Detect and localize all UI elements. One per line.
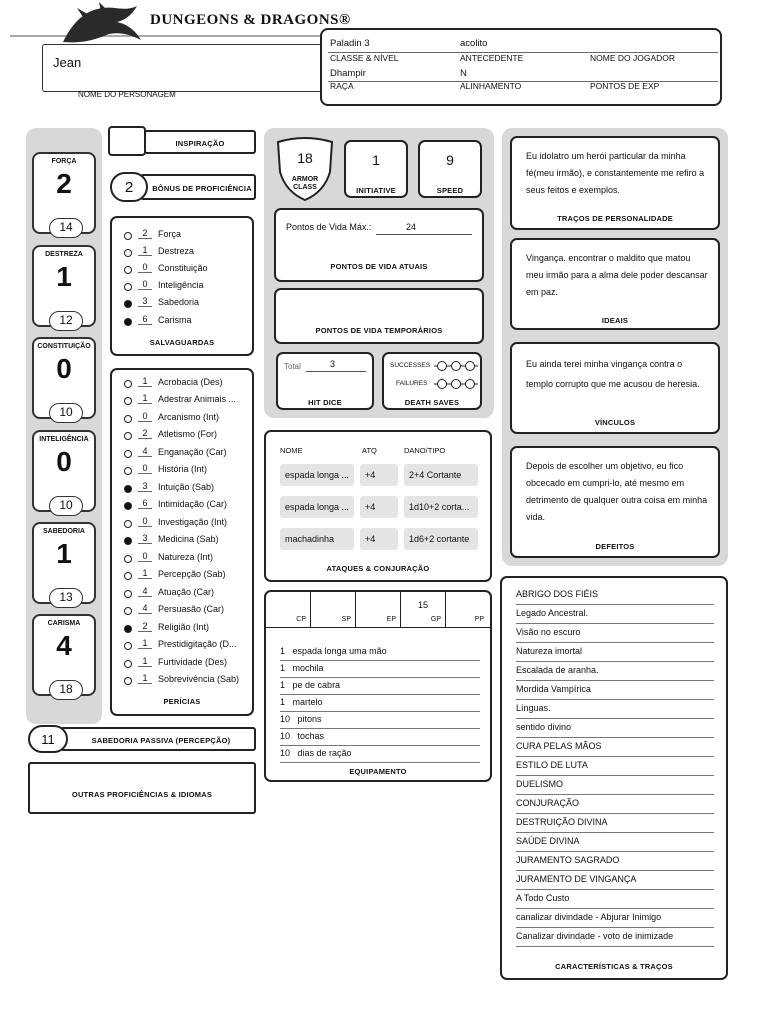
passive-perception-value[interactable]: 11 xyxy=(41,732,55,747)
proficiency-dot-icon[interactable] xyxy=(124,590,132,598)
ability-charisma xyxy=(32,614,96,696)
ideals-text[interactable]: Vingança. encontrar o maldito que matou meu irmão para a alma dele poder descansar em paz. xyxy=(526,253,708,297)
proficiency-dot-icon[interactable] xyxy=(124,300,132,308)
personality-traits-box[interactable] xyxy=(510,136,720,230)
skill-row[interactable] xyxy=(112,568,252,585)
hit-dice-box[interactable] xyxy=(276,352,374,410)
equipment-item[interactable] xyxy=(280,748,480,763)
attacks-box xyxy=(264,430,492,582)
temp-hp-label: PONTOS DE VIDA TEMPORÁRIOS xyxy=(315,326,443,335)
skill-row[interactable] xyxy=(112,638,252,655)
feature-item[interactable]: ABRIGO DOS FIÉIS xyxy=(516,586,714,605)
other-proficiencies-label: OUTRAS PROFICIÊNCIAS & IDIOMAS xyxy=(71,790,213,799)
alignment-value[interactable]: N xyxy=(460,68,467,79)
saving-throw-value[interactable]: 3 xyxy=(138,296,152,307)
proficiency-dot-icon[interactable] xyxy=(124,397,132,405)
feature-item[interactable]: A Todo Custo xyxy=(516,890,714,909)
attack-bonus-cell[interactable]: +4 xyxy=(360,496,398,518)
skill-name: História (Int) xyxy=(158,464,208,474)
feature-item[interactable]: SAÚDE DIVINA xyxy=(516,833,714,852)
coin-value[interactable]: 15 xyxy=(417,600,428,610)
skill-row[interactable] xyxy=(112,498,252,515)
passive-perception-value-box[interactable] xyxy=(28,725,68,753)
saving-throw-name: Inteligência xyxy=(158,280,204,290)
proficiency-dot-icon[interactable] xyxy=(124,572,132,580)
ability-intelligence xyxy=(32,430,96,512)
bonds-text[interactable]: Eu ainda terei minha vingança contra o templo corrupto que me acusou de heresia. xyxy=(526,359,700,389)
ability-modifier[interactable]: 1 xyxy=(56,261,72,292)
death-saves-box xyxy=(382,352,482,410)
attack-damage-cell[interactable]: 1d10+2 corta... xyxy=(404,496,478,518)
xp-label: PONTOS DE EXP xyxy=(590,81,660,91)
skill-name: Investigação (Int) xyxy=(158,517,228,527)
hit-dice-total-label: Total xyxy=(284,362,301,371)
feature-item[interactable]: DESTRUIÇÃO DIVINA xyxy=(516,814,714,833)
proficiency-dot-icon[interactable] xyxy=(124,283,132,291)
skill-value[interactable]: 4 xyxy=(138,586,152,597)
skill-value[interactable]: 0 xyxy=(138,463,152,474)
logo-text: DUNGEONS & DRAGONS® xyxy=(150,12,351,28)
armor-class-label: ARMOR CLASS xyxy=(291,176,319,191)
current-hp-label: PONTOS DE VIDA ATUAIS xyxy=(330,262,428,271)
skill-value[interactable]: 2 xyxy=(138,428,152,439)
initiative-label: INITIATIVE xyxy=(356,186,396,195)
attacks-col-name: NOME xyxy=(280,446,303,455)
ability-label: CARISMA xyxy=(47,620,81,627)
flaws-text[interactable]: Depois de escolher um objetivo, eu fico obcecado em cumpri-lo, até mesmo em detrimento de qualquer outra coisa em minha vida. xyxy=(526,461,708,522)
skill-value[interactable]: 3 xyxy=(138,533,152,544)
ability-modifier[interactable]: 2 xyxy=(56,168,72,199)
attack-name-cell[interactable]: espada longa ... xyxy=(280,464,354,486)
equipment-name[interactable]: pe de cabra xyxy=(292,680,341,690)
skills-box xyxy=(110,368,254,716)
flaws-label: DEFEITOS xyxy=(595,542,635,551)
skill-row[interactable] xyxy=(112,481,252,498)
ideals-label: IDEAIS xyxy=(601,316,629,325)
equipment-name[interactable]: tochas xyxy=(297,731,325,741)
feature-item[interactable]: Natureza imortal xyxy=(516,643,714,662)
feature-item[interactable]: Canalizar divindade - voto de inimizade xyxy=(516,928,714,947)
personality-traits-label: TRAÇOS DE PERSONALIDADE xyxy=(557,214,673,223)
speed-label: SPEED xyxy=(436,186,464,195)
race-label: RAÇA xyxy=(330,81,354,91)
skill-value[interactable]: 2 xyxy=(138,621,152,632)
proficiency-dot-icon[interactable] xyxy=(124,318,132,326)
ability-score[interactable]: 12 xyxy=(49,311,83,331)
proficiency-dot-icon[interactable] xyxy=(124,485,132,493)
saving-throw-value[interactable]: 1 xyxy=(138,245,152,256)
proficiency-value[interactable]: 2 xyxy=(124,179,134,196)
inspiration-label: INSPIRAÇÃO xyxy=(175,139,225,148)
coin-label: GP xyxy=(430,616,441,623)
skill-value[interactable]: 4 xyxy=(138,603,152,614)
skill-row[interactable] xyxy=(112,516,252,533)
proficiency-dot-icon[interactable] xyxy=(124,467,132,475)
feature-item[interactable]: ESTILO DE LUTA xyxy=(516,757,714,776)
feature-item[interactable]: sentido divino xyxy=(516,719,714,738)
features-box xyxy=(500,576,728,980)
character-name-box xyxy=(42,44,324,92)
skill-value[interactable]: 1 xyxy=(138,393,152,404)
saving-throw-name: Sabedoria xyxy=(158,297,200,307)
feature-item[interactable]: Visão no escuro xyxy=(516,624,714,643)
temp-hp-box[interactable] xyxy=(274,288,484,344)
equipment-item[interactable] xyxy=(280,646,480,661)
skill-name: Persuasão (Car) xyxy=(158,604,225,614)
bonds-box[interactable] xyxy=(510,342,720,434)
skill-value[interactable]: 1 xyxy=(138,638,152,649)
player-name-label: NOME DO JOGADOR xyxy=(590,53,676,63)
saving-throw-row[interactable] xyxy=(112,279,252,296)
ability-label: INTELIGÊNCIA xyxy=(39,436,89,443)
inspiration-label-box xyxy=(144,130,256,154)
attacks-title: ATAQUES & CONJURAÇÃO xyxy=(326,564,430,573)
coin-cp[interactable] xyxy=(266,592,311,628)
ideals-box[interactable] xyxy=(510,238,720,330)
ability-modifier[interactable]: 0 xyxy=(56,353,72,384)
ability-dexterity xyxy=(32,245,96,327)
skill-name: Enganação (Car) xyxy=(158,447,227,457)
failures-label: FAILURES xyxy=(396,380,428,387)
equipment-name[interactable]: pitons xyxy=(297,714,322,724)
bonds-label: VÍNCULOS xyxy=(594,418,636,427)
proficiency-dot-icon[interactable] xyxy=(124,520,132,528)
coin-sp[interactable] xyxy=(311,592,356,628)
ability-modifier[interactable]: 1 xyxy=(56,538,72,569)
equipment-name[interactable]: espada longa uma mão xyxy=(292,646,387,656)
skill-name: Medicina (Sab) xyxy=(158,534,219,544)
attack-name-cell[interactable]: espada longa ... xyxy=(280,496,354,518)
skill-value[interactable]: 0 xyxy=(138,516,152,527)
skill-value[interactable]: 6 xyxy=(138,498,152,509)
skill-name: Arcanismo (Int) xyxy=(158,412,220,422)
equipment-item[interactable] xyxy=(280,680,480,695)
proficiency-dot-icon[interactable] xyxy=(124,537,132,545)
proficiency-dot-icon[interactable] xyxy=(124,660,132,668)
feature-item[interactable]: Mordida Vampírica xyxy=(516,681,714,700)
skill-name: Furtividade (Des) xyxy=(158,657,228,667)
speed-value[interactable]: 9 xyxy=(446,152,454,168)
skill-name: Adestrar Animais ... xyxy=(158,394,237,404)
proficiency-dot-icon[interactable] xyxy=(124,677,132,685)
skill-name: Acrobacia (Des) xyxy=(158,377,223,387)
saving-throw-name: Constituição xyxy=(158,263,208,273)
dragon-logo-icon xyxy=(55,2,145,48)
hit-dice-total-value[interactable]: 3 xyxy=(330,359,336,369)
equipment-qty[interactable]: 1 xyxy=(280,663,286,673)
proficiency-dot-icon[interactable] xyxy=(124,642,132,650)
saving-throw-value[interactable]: 0 xyxy=(138,262,152,273)
character-name-label: NOME DO PERSONAGEM xyxy=(78,90,176,99)
ability-label: SABEDORIA xyxy=(42,528,85,535)
skill-name: Atletismo (For) xyxy=(158,429,218,439)
proficiency-value-box[interactable] xyxy=(110,172,148,202)
attack-damage-cell[interactable]: 1d6+2 cortante xyxy=(404,528,478,550)
skill-value[interactable]: 3 xyxy=(138,481,152,492)
skill-value[interactable]: 0 xyxy=(138,411,152,422)
equipment-qty[interactable]: 10 xyxy=(280,748,291,758)
proficiency-dot-icon[interactable] xyxy=(124,432,132,440)
proficiency-dot-icon[interactable] xyxy=(124,450,132,458)
skill-row[interactable] xyxy=(112,376,252,393)
feature-item[interactable]: Legado Ancestral. xyxy=(516,605,714,624)
ability-score[interactable]: 10 xyxy=(49,496,83,516)
attack-bonus-cell[interactable]: +4 xyxy=(360,464,398,486)
skill-row[interactable] xyxy=(112,446,252,463)
proficiency-dot-icon[interactable] xyxy=(124,555,132,563)
proficiency-dot-icon[interactable] xyxy=(124,232,132,240)
alignment-label: ALINHAMENTO xyxy=(460,81,522,91)
ability-wisdom xyxy=(32,522,96,604)
proficiency-dot-icon[interactable] xyxy=(124,607,132,615)
attack-name-cell[interactable]: machadinha xyxy=(280,528,354,550)
ability-score[interactable]: 13 xyxy=(49,588,83,608)
skill-row[interactable] xyxy=(112,428,252,445)
equipment-item[interactable] xyxy=(280,697,480,712)
character-info-box xyxy=(320,28,722,106)
equipment-title: EQUIPAMENTO xyxy=(349,767,407,776)
ability-constitution xyxy=(32,337,96,419)
attack-bonus-cell[interactable]: +4 xyxy=(360,528,398,550)
hp-max-label: Pontos de Vida Máx.: xyxy=(286,222,372,232)
skill-row[interactable] xyxy=(112,673,252,690)
skill-name: Intimidação (Car) xyxy=(158,499,228,509)
coin-label: CP xyxy=(296,616,306,623)
feature-item[interactable]: CURA PELAS MÃOS xyxy=(516,738,714,757)
ability-modifier[interactable]: 0 xyxy=(56,446,72,477)
speed-box[interactable] xyxy=(418,140,482,198)
equipment-qty[interactable]: 1 xyxy=(280,646,286,656)
equipment-qty[interactable]: 1 xyxy=(280,680,286,690)
ability-score[interactable]: 10 xyxy=(49,403,83,423)
saving-throw-name: Força xyxy=(158,229,182,239)
class-level-value[interactable]: Paladin 3 xyxy=(330,38,370,49)
saving-throw-row[interactable] xyxy=(112,314,252,331)
proficiency-dot-icon[interactable] xyxy=(124,625,132,633)
character-name-value[interactable]: Jean xyxy=(53,55,82,70)
armor-class-shield-icon xyxy=(274,136,336,202)
initiative-box[interactable] xyxy=(344,140,408,198)
equipment-qty[interactable]: 10 xyxy=(280,731,291,741)
feature-item[interactable]: DUELISMO xyxy=(516,776,714,795)
skill-row[interactable] xyxy=(112,656,252,673)
ability-score[interactable]: 18 xyxy=(49,680,83,700)
saving-throw-value[interactable]: 6 xyxy=(138,314,152,325)
skill-value[interactable]: 4 xyxy=(138,446,152,457)
attacks-col-dmg: DANO/TIPO xyxy=(404,446,446,455)
ability-label: FORÇA xyxy=(51,158,77,165)
skill-row[interactable] xyxy=(112,586,252,603)
passive-perception-label-box xyxy=(60,727,256,751)
coin-gp[interactable] xyxy=(401,592,446,628)
skill-name: Natureza (Int) xyxy=(158,552,214,562)
skill-row[interactable] xyxy=(112,533,252,550)
coin-label: EP xyxy=(386,616,396,623)
background-value[interactable]: acolito xyxy=(460,38,488,49)
hp-max-value[interactable]: 24 xyxy=(406,222,417,232)
saving-throw-name: Carisma xyxy=(158,315,192,325)
equipment-item[interactable] xyxy=(280,714,480,729)
skill-value[interactable]: 1 xyxy=(138,673,152,684)
saving-throw-value[interactable]: 0 xyxy=(138,279,152,290)
attacks-col-atk: ATQ xyxy=(362,446,377,455)
flaws-box[interactable] xyxy=(510,446,720,558)
feature-item[interactable]: JURAMENTO DE VINGANÇA xyxy=(516,871,714,890)
feature-item[interactable]: JURAMENTO SAGRADO xyxy=(516,852,714,871)
ability-modifier[interactable]: 4 xyxy=(56,630,72,661)
equipment-item[interactable] xyxy=(280,663,480,678)
skill-row[interactable] xyxy=(112,411,252,428)
race-value[interactable]: Dhampir xyxy=(330,68,366,79)
feature-item[interactable]: CONJURAÇÃO xyxy=(516,795,714,814)
equipment-box xyxy=(264,590,492,782)
initiative-value[interactable]: 1 xyxy=(372,152,380,168)
skill-name: Intuição (Sab) xyxy=(158,482,215,492)
saving-throw-row[interactable] xyxy=(112,245,252,262)
skill-row[interactable] xyxy=(112,621,252,638)
saving-throws-title: SALVAGUARDAS xyxy=(149,338,215,347)
ability-strength xyxy=(32,152,96,234)
coin-label: SP xyxy=(341,616,351,623)
saving-throw-row[interactable] xyxy=(112,262,252,279)
hit-dice-label: HIT DICE xyxy=(308,398,342,407)
background-label: ANTECEDENTE xyxy=(460,53,524,63)
skill-name: Prestidigitação (D... xyxy=(158,639,237,649)
feature-item[interactable]: Línguas. xyxy=(516,700,714,719)
personality-traits-text[interactable]: Eu idolatro um herói particular da minha fé(meu irmão), e constantemente me refiro a seus feitos e exemplos. xyxy=(526,151,705,195)
attack-damage-cell[interactable]: 2+4 Cortante xyxy=(404,464,478,486)
passive-perception-label: SABEDORIA PASSIVA (PERCEPÇÃO) xyxy=(91,736,231,745)
class-level-label: CLASSE & NÍVEL xyxy=(330,53,399,63)
saving-throw-value[interactable]: 2 xyxy=(138,228,152,239)
proficiency-label: BÔNUS DE PROFICIÊNCIA xyxy=(152,184,252,193)
death-saves-label: DEATH SAVES xyxy=(404,398,460,407)
proficiency-label-box xyxy=(140,174,256,200)
skill-name: Atuação (Car) xyxy=(158,587,215,597)
skill-row[interactable] xyxy=(112,603,252,620)
inspiration-checkbox[interactable] xyxy=(108,126,146,156)
feature-item[interactable]: Escalada de aranha. xyxy=(516,662,714,681)
skill-value[interactable]: 1 xyxy=(138,376,152,387)
current-hp-box[interactable] xyxy=(274,208,484,282)
saving-throw-name: Destreza xyxy=(158,246,195,256)
skills-title: PERÍCIAS xyxy=(163,697,201,706)
proficiency-dot-icon[interactable] xyxy=(124,266,132,274)
proficiency-dot-icon[interactable] xyxy=(124,380,132,388)
skill-row[interactable] xyxy=(112,393,252,410)
proficiency-dot-icon[interactable] xyxy=(124,249,132,257)
coin-pp[interactable] xyxy=(446,592,490,628)
failure-circles-icon[interactable] xyxy=(434,378,478,390)
coin-ep[interactable] xyxy=(356,592,401,628)
features-title: CARACTERÍSTICAS & TRAÇOS xyxy=(555,962,673,971)
success-circles-icon[interactable] xyxy=(434,360,478,372)
equipment-qty[interactable]: 10 xyxy=(280,714,291,724)
skill-value[interactable]: 1 xyxy=(138,656,152,667)
proficiency-dot-icon[interactable] xyxy=(124,415,132,423)
ability-score[interactable]: 14 xyxy=(49,218,83,238)
ability-label: DESTREZA xyxy=(45,251,83,258)
equipment-name[interactable]: martelo xyxy=(292,697,323,707)
coin-label: PP xyxy=(474,616,484,623)
saving-throw-row[interactable] xyxy=(112,228,252,245)
armor-class-value[interactable]: 18 xyxy=(297,150,313,166)
equipment-qty[interactable]: 1 xyxy=(280,697,286,707)
skill-value[interactable]: 0 xyxy=(138,551,152,562)
saving-throws-box xyxy=(110,216,254,356)
ability-label: CONSTITUIÇÃO xyxy=(37,343,91,350)
skill-value[interactable]: 1 xyxy=(138,568,152,579)
skill-row[interactable] xyxy=(112,551,252,568)
skill-name: Religião (Int) xyxy=(158,622,210,632)
proficiency-dot-icon[interactable] xyxy=(124,502,132,510)
equipment-item[interactable] xyxy=(280,731,480,746)
equipment-name[interactable]: mochila xyxy=(292,663,324,673)
successes-label: SUCCESSES xyxy=(390,362,431,369)
skill-name: Sobrevivência (Sab) xyxy=(158,674,240,684)
feature-item[interactable]: canalizar divindade - Abjurar Inimigo xyxy=(516,909,714,928)
skill-name: Percepção (Sab) xyxy=(158,569,226,579)
saving-throw-row[interactable] xyxy=(112,296,252,313)
equipment-name[interactable]: dias de ração xyxy=(297,748,352,758)
coins-row xyxy=(266,592,490,628)
skill-row[interactable] xyxy=(112,463,252,480)
other-proficiencies-box[interactable] xyxy=(28,762,256,814)
